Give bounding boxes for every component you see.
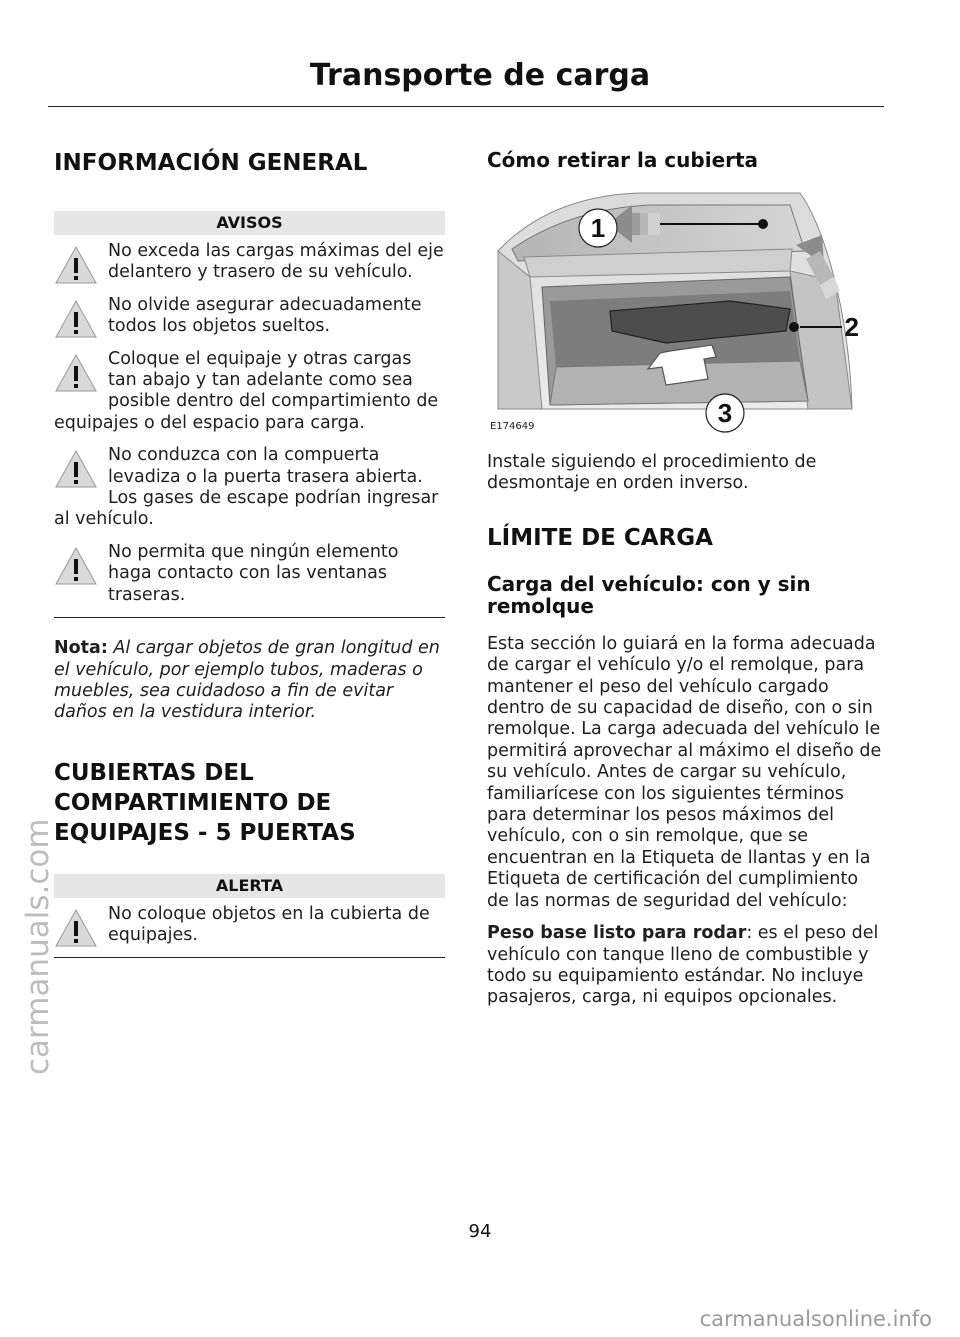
callout-1: 1: [590, 213, 606, 243]
warning-triangle-icon: [54, 245, 98, 285]
warning-triangle-icon: [54, 299, 98, 339]
warnings-band: AVISOS: [54, 211, 445, 235]
install-paragraph: Instale siguiendo el procedimiento de desmontaje en orden inverso.: [487, 452, 817, 494]
note-label: Nota:: [54, 638, 108, 659]
term-label: Peso base listo para rodar: [487, 923, 747, 944]
warning-text: No exceda las cargas máximas del eje delantero y trasero de su vehículo.: [108, 241, 444, 283]
term-definition: [487, 923, 882, 1009]
warning-item: [54, 349, 445, 435]
warning-triangle-icon: [54, 449, 98, 489]
warning-item: [54, 542, 445, 606]
warning-text: No conduzca con la compuerta levadiza o la puerta trasera abierta. Los gases de escape podrían ingresar al vehículo.: [54, 445, 439, 530]
note-paragraph: [54, 638, 445, 724]
side-watermark: carmanuals.com: [20, 818, 56, 1075]
heading-remove-cover: Cómo retirar la cubierta: [487, 148, 759, 172]
warning-text: No olvide asegurar adecuadamente todos los objetos sueltos.: [108, 294, 422, 337]
heading-line: EQUIPAJES - 5 PUERTAS: [54, 819, 356, 846]
heading-load-limit: LÍMITE DE CARGA: [487, 524, 713, 551]
warning-text: Coloque el equipaje y otras cargas tan abajo y tan adelante como sea posible dentro del compartimiento de equipajes o del espacio para carga.: [54, 348, 439, 433]
alert-band: ALERTA: [54, 874, 445, 898]
warning-text: No permita que ningún elemento haga contacto con las ventanas traseras.: [108, 541, 399, 605]
page-header-title: Transporte de carga: [309, 58, 651, 93]
warning-item: [54, 445, 445, 531]
alert-item: [54, 904, 445, 947]
figure-code: E174649: [490, 421, 535, 432]
term-text: : es el peso del vehículo con tanque lleno de combustible y todo su equipamiento estándar. No incluye pasajeros, carga, ni equipos opcionales.: [487, 923, 879, 1008]
footer-watermark: carmanualsonline.info: [699, 1307, 932, 1331]
warning-item: [54, 295, 445, 338]
right-column: [487, 120, 882, 1009]
warning-triangle-icon: [54, 908, 98, 948]
subheading-line: remolque: [487, 593, 594, 618]
warnings-divider: [54, 617, 445, 618]
subheading-vehicle-load: [487, 573, 882, 617]
callout-3: 3: [717, 398, 733, 428]
page-number: 94: [468, 1221, 492, 1242]
heading-line: CUBIERTAS DEL: [54, 759, 254, 786]
header-rule: [48, 106, 884, 107]
left-column: [54, 120, 445, 958]
note-text: Al cargar objetos de gran longitud en el vehículo, por ejemplo tubos, maderas o muebles, sea cuidadoso a fin de evitar daños en la vestidura interior.: [54, 638, 440, 723]
heading-luggage-covers: [54, 758, 445, 848]
warning-triangle-icon: [54, 546, 98, 586]
subheading-line: Carga del vehículo: con y sin: [487, 571, 811, 596]
alert-text: No coloque objetos en la cubierta de equipajes.: [108, 903, 430, 946]
warning-triangle-icon: [54, 353, 98, 393]
heading-general-information: INFORMACIÓN GENERAL: [54, 150, 368, 176]
callout-2: 2: [844, 312, 859, 342]
alert-divider: [54, 957, 445, 958]
heading-line: COMPARTIMIENTO DE: [54, 789, 332, 816]
warning-item: [54, 241, 445, 284]
load-paragraph: Esta sección lo guiará en la forma adecuada de cargar el vehículo y/o el remolque, para mantener el peso del vehículo cargado dentro de su capacidad de diseño, con o sin remolque. La carga adecuada del vehículo le permitirá aprovechar al máximo el diseño de su vehículo. Antes de cargar su vehículo, familiarícese con los siguientes términos para determinar los pesos máximos del vehículo, con o sin remolque, que se encuentran en la Etiqueta de llantas y en la Etiqueta de certificación del cumplimiento de las normas de seguridad del vehículo:: [487, 633, 882, 911]
